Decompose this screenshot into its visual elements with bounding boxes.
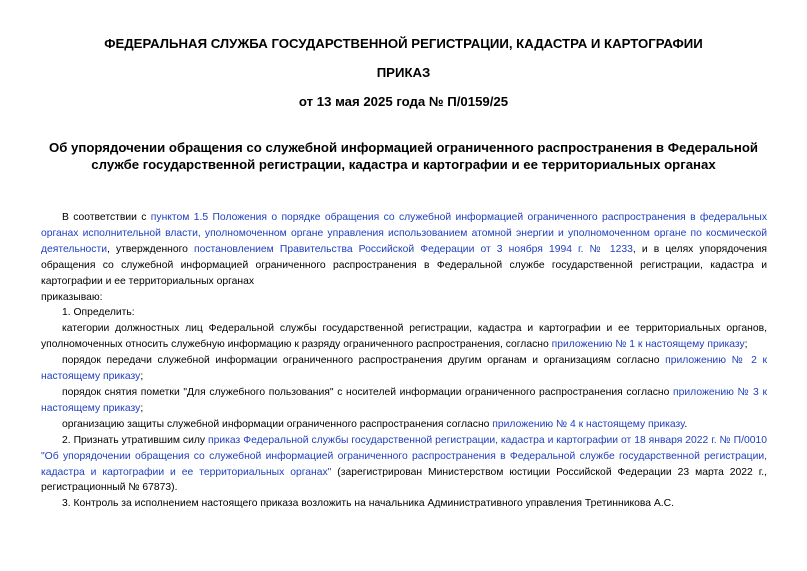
item-3-paragraph: 3. Контроль за исполнением настоящего приказа возложить на начальника Административного управления Третинникова А.С.: [62, 498, 675, 510]
resolve-word: приказываю:: [41, 291, 103, 303]
document-type: ПРИКАЗ: [376, 65, 431, 80]
preamble-text-end: , и в целях упорядочения обращения со служебной информацией ограниченного распространения в Федеральной службе государственной регистрации, кадастра и картографии и ее территориальных органах: [41, 243, 767, 287]
item-1-subitem-c: [41, 385, 767, 417]
appendix-1-link[interactable]: приложению № 1 к настоящему приказу: [551, 339, 745, 351]
regulation-link[interactable]: пунктом 1.5 Положения о порядке обращения со служебной информацией ограниченного распространения в федеральных органах исполнительной власти, уполномоченном органе управления использованием атомной энергии и уполномоченном органе по космической деятельности: [41, 212, 767, 255]
item-1-subitem-d: [41, 417, 767, 433]
document-date-number: от 13 мая 2025 года № П/0159/25: [298, 94, 509, 109]
document-title: Об упорядочении обращения со служебной информацией ограниченного распространения в Федеральной службе государственной регистрации, кадастра и картографии и ее территориальных органах: [48, 140, 758, 172]
item-2-paragraph: [41, 433, 767, 497]
subitem-d-text: организацию защиты служебной информации ограниченного распространения согласно: [62, 418, 493, 430]
item-1-subitem-b: [41, 353, 767, 385]
item-1-heading: 1. Определить:: [62, 307, 135, 319]
subitem-b-text: порядок передачи служебной информации ограниченного распространения другим органам и организациям согласно: [62, 355, 666, 367]
appendix-4-link[interactable]: приложению № 4 к настоящему приказу: [492, 418, 685, 430]
subitem-c-text: порядок снятия пометки "Для служебного пользования" с носителей информации ограниченного распространения согласно: [62, 386, 674, 398]
subitem-b-end: ;: [140, 371, 144, 383]
preamble-text-middle: , утвержденного: [107, 243, 195, 255]
appendix-2-link[interactable]: приложению № 2 к настоящему приказу: [41, 355, 767, 383]
item-1-subitem-a: [41, 321, 767, 353]
subitem-a-end: ;: [744, 339, 748, 351]
subitem-d-end: .: [684, 418, 688, 430]
preamble-paragraph: [41, 210, 767, 290]
repealed-order-link[interactable]: приказ Федеральной службы государственной регистрации, кадастра и картографии от 18 января 2022 г. № П/0010 "Об упорядочении обращения со служебной информацией ограниченного распространения в Федеральной службе государственной регистрации, кадастра и картографии и ее территориальных органах": [41, 434, 767, 478]
subitem-c-end: ;: [140, 402, 144, 414]
agency-name: ФЕДЕРАЛЬНАЯ СЛУЖБА ГОСУДАРСТВЕННОЙ РЕГИСТРАЦИИ, КАДАСТРА И КАРТОГРАФИИ: [104, 36, 703, 51]
appendix-3-link[interactable]: приложению № 3 к настоящему приказу: [41, 386, 767, 414]
item-2-text: 2. Признать утратившим силу: [62, 434, 209, 446]
document-body: [41, 210, 767, 512]
preamble-text-start: В соответствии с: [62, 212, 151, 223]
government-decree-link[interactable]: постановлением Правительства Российской Федерации от 3 ноября 1994 г. № 1233: [194, 243, 633, 255]
item-2-end: (зарегистрирован Министерством юстиции Российской Федерации 23 марта 2022 г., регистрационный № 67873).: [41, 466, 767, 494]
subitem-a-text: категории должностных лиц Федеральной службы государственной регистрации, кадастра и картографии и ее территориальных органов, уполномоченных относить служебную информацию к разряду ограниченного распространения, согласно: [41, 323, 767, 351]
